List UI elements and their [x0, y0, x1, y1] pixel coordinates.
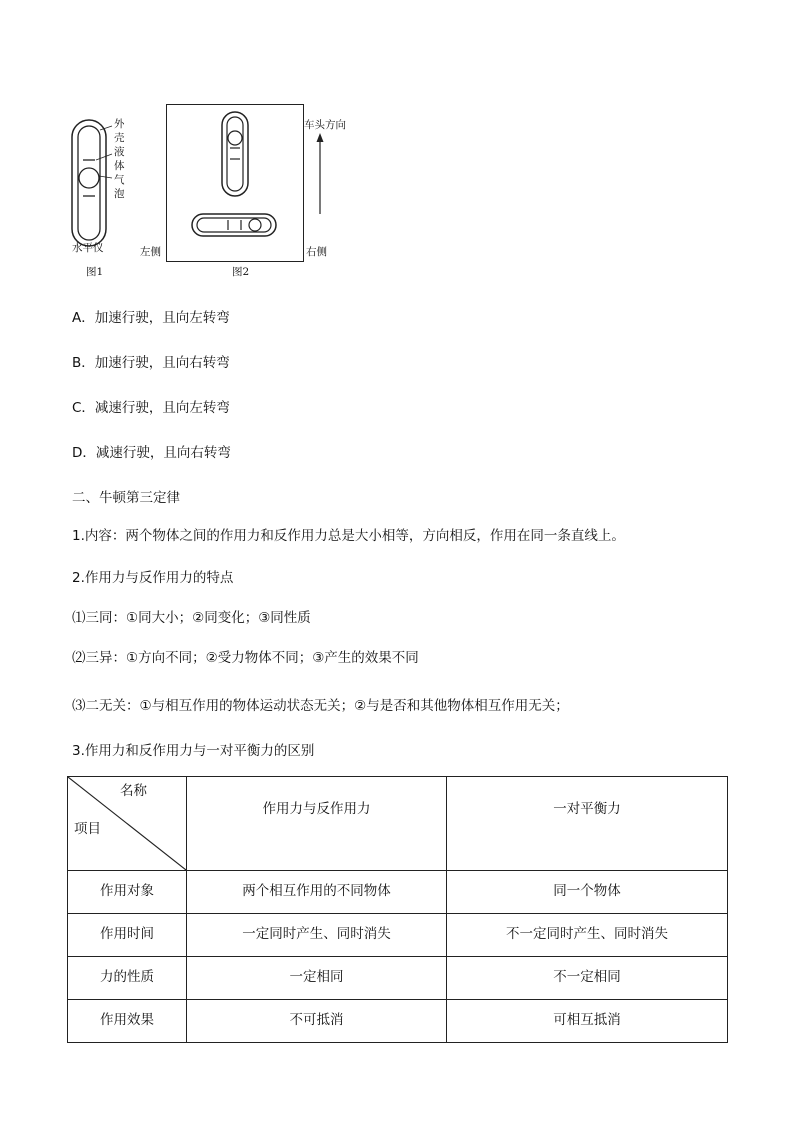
label-outer-shell-1: 外: [114, 118, 125, 130]
header-balanced-forces: 一对平衡力: [447, 777, 728, 871]
point-two-unrelated: ⑶二无关：①与相互作用的物体运动状态无关；②与是否和其他物体相互作用无关；: [72, 698, 569, 714]
option-d: D．减速行驶，且向右转弯: [72, 445, 231, 461]
point-characteristics: 2.作用力与反作用力的特点: [72, 570, 234, 586]
row-label: 作用时间: [68, 914, 187, 957]
row-label: 作用对象: [68, 871, 187, 914]
comparison-table: [67, 776, 728, 1043]
point-three-same: ⑴三同：①同大小；②同变化；③同性质: [72, 610, 311, 626]
label-bubble-2: 泡: [114, 188, 125, 200]
table-cell: 不一定相同: [447, 957, 728, 1000]
table-row: [68, 1000, 728, 1043]
table-header-row: [68, 777, 728, 871]
header-action-reaction: 作用力与反作用力: [187, 777, 447, 871]
table-cell: 一定同时产生、同时消失: [187, 914, 447, 957]
table-cell: 不一定同时产生、同时消失: [447, 914, 728, 957]
corner-label-name: 名称: [120, 783, 147, 799]
point-three-different: ⑵三异：①方向不同；②受力物体不同；③产生的效果不同: [72, 650, 419, 666]
table-cell: 两个相互作用的不同物体: [187, 871, 447, 914]
point-content: 1.内容：两个物体之间的作用力和反作用力总是大小相等，方向相反，作用在同一条直线上。: [72, 528, 625, 544]
section-title: 二、牛顿第三定律: [72, 490, 180, 506]
heading-direction-label: 车头方向: [304, 119, 346, 131]
figure-2-caption: 图2: [232, 266, 250, 278]
label-liquid-2: 体: [114, 160, 125, 172]
table-row: [68, 914, 728, 957]
corner-label-item: 项目: [74, 821, 101, 837]
right-side-label: 右侧: [306, 246, 327, 258]
row-label: 力的性质: [68, 957, 187, 1000]
table-row: [68, 871, 728, 914]
table-cell: 不可抵消: [187, 1000, 447, 1043]
figure-1-caption: 图1: [86, 266, 104, 278]
option-a: A．加速行驶，且向左转弯: [72, 310, 230, 326]
label-outer-shell-2: 壳: [114, 132, 125, 144]
label-bubble-1: 气: [114, 174, 125, 186]
table-corner-cell: [68, 777, 187, 871]
figure-2: [140, 100, 370, 280]
point-difference: 3.作用力和反作用力与一对平衡力的区别: [72, 743, 315, 759]
option-c: C．减速行驶，且向左转弯: [72, 400, 230, 416]
figure-1-name: 水平仪: [72, 242, 104, 254]
table-row: [68, 957, 728, 1000]
left-side-label: 左侧: [140, 246, 161, 258]
table-cell: 可相互抵消: [447, 1000, 728, 1043]
table-cell: 一定相同: [187, 957, 447, 1000]
row-label: 作用效果: [68, 1000, 187, 1043]
option-b: B．加速行驶，且向右转弯: [72, 355, 230, 371]
table-cell: 同一个物体: [447, 871, 728, 914]
label-liquid-1: 液: [114, 146, 125, 158]
